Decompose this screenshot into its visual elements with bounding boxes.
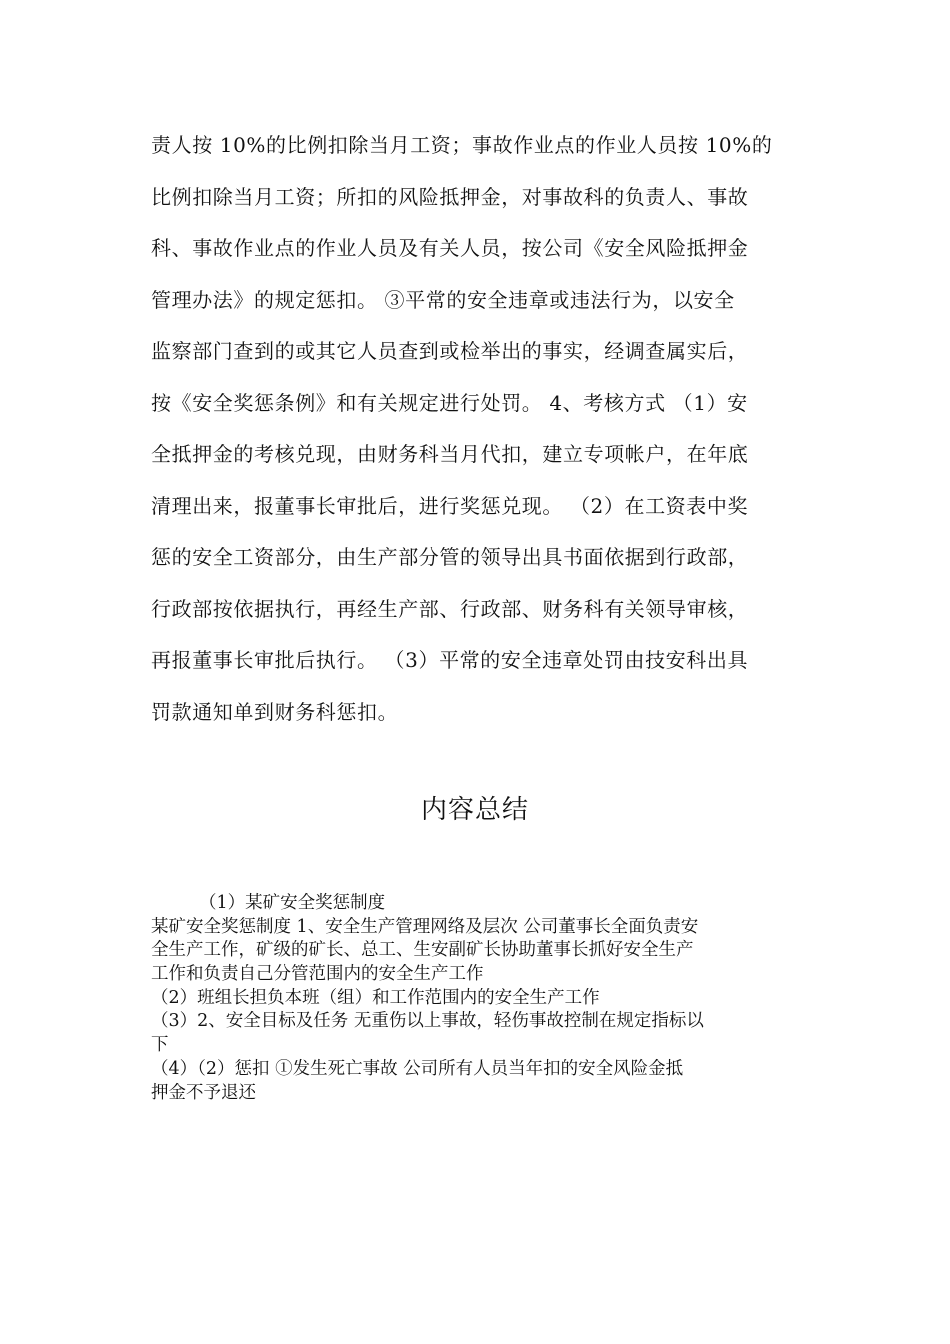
- summary-heading: 内容总结: [420, 795, 529, 825]
- summary-list: [151, 892, 811, 1105]
- body-line: 监察部门查到的或其它人员查到或检举出的事实，经调查属实后，: [151, 339, 749, 363]
- summary-item: 全生产工作，矿级的矿长、总工、生安副矿长协助董事长抓好安全生产: [151, 940, 694, 961]
- summary-item: 下: [151, 1035, 169, 1056]
- body-line: 罚款通知单到财务科惩扣。: [151, 699, 399, 724]
- summary-item: （4）（2）惩扣 ①发生死亡事故 公司所有人员当年扣的安全风险金抵: [151, 1058, 684, 1079]
- body-line: 全抵押金的考核兑现，由财务科当月代扣，建立专项帐户，在年底: [151, 442, 749, 466]
- body-line: 行政部按依据执行，再经生产部、行政部、财务科有关领导审核，: [151, 596, 749, 621]
- body-line: 再报董事长审批后执行。 （3）平常的安全违章处罚由技安科出具: [151, 648, 749, 672]
- summary-item: 工作和负责自己分管范围内的安全生产工作: [151, 964, 484, 985]
- body-line: 惩的安全工资部分，由生产部分管的领导出具书面依据到行政部，: [151, 545, 749, 569]
- body-paragraph: [151, 120, 811, 738]
- body-line: 管理办法》的规定惩扣。 ③平常的安全违章或违法行为，以安全: [151, 287, 735, 312]
- summary-item: 押金不予退还: [151, 1082, 256, 1103]
- summary-item: （2）班组长担负本班（组）和工作范围内的安全生产工作: [151, 987, 600, 1008]
- body-line: 科、事故作业点的作业人员及有关人员，按公司《安全风险抵押金: [151, 236, 749, 260]
- summary-item: （3）2、安全目标及任务 无重伤以上事故，轻伤事故控制在规定指标以: [151, 1011, 704, 1032]
- body-line: 责人按 10%的比例扣除当月工资；事故作业点的作业人员按 10%的: [151, 133, 773, 157]
- summary-item: （1）某矿安全奖惩制度: [199, 893, 386, 913]
- body-line: 清理出来，报董事长审批后，进行奖惩兑现。 （2）在工资表中奖: [151, 493, 749, 518]
- body-line: 比例扣除当月工资；所扣的风险抵押金，对事故科的负责人、事故: [151, 184, 749, 209]
- body-line: 按《安全奖惩条例》和有关规定进行处罚。 4、考核方式 （1）安: [151, 390, 748, 415]
- summary-item: 某矿安全奖惩制度 1、安全生产管理网络及层次 公司董事长全面负责安: [151, 916, 699, 937]
